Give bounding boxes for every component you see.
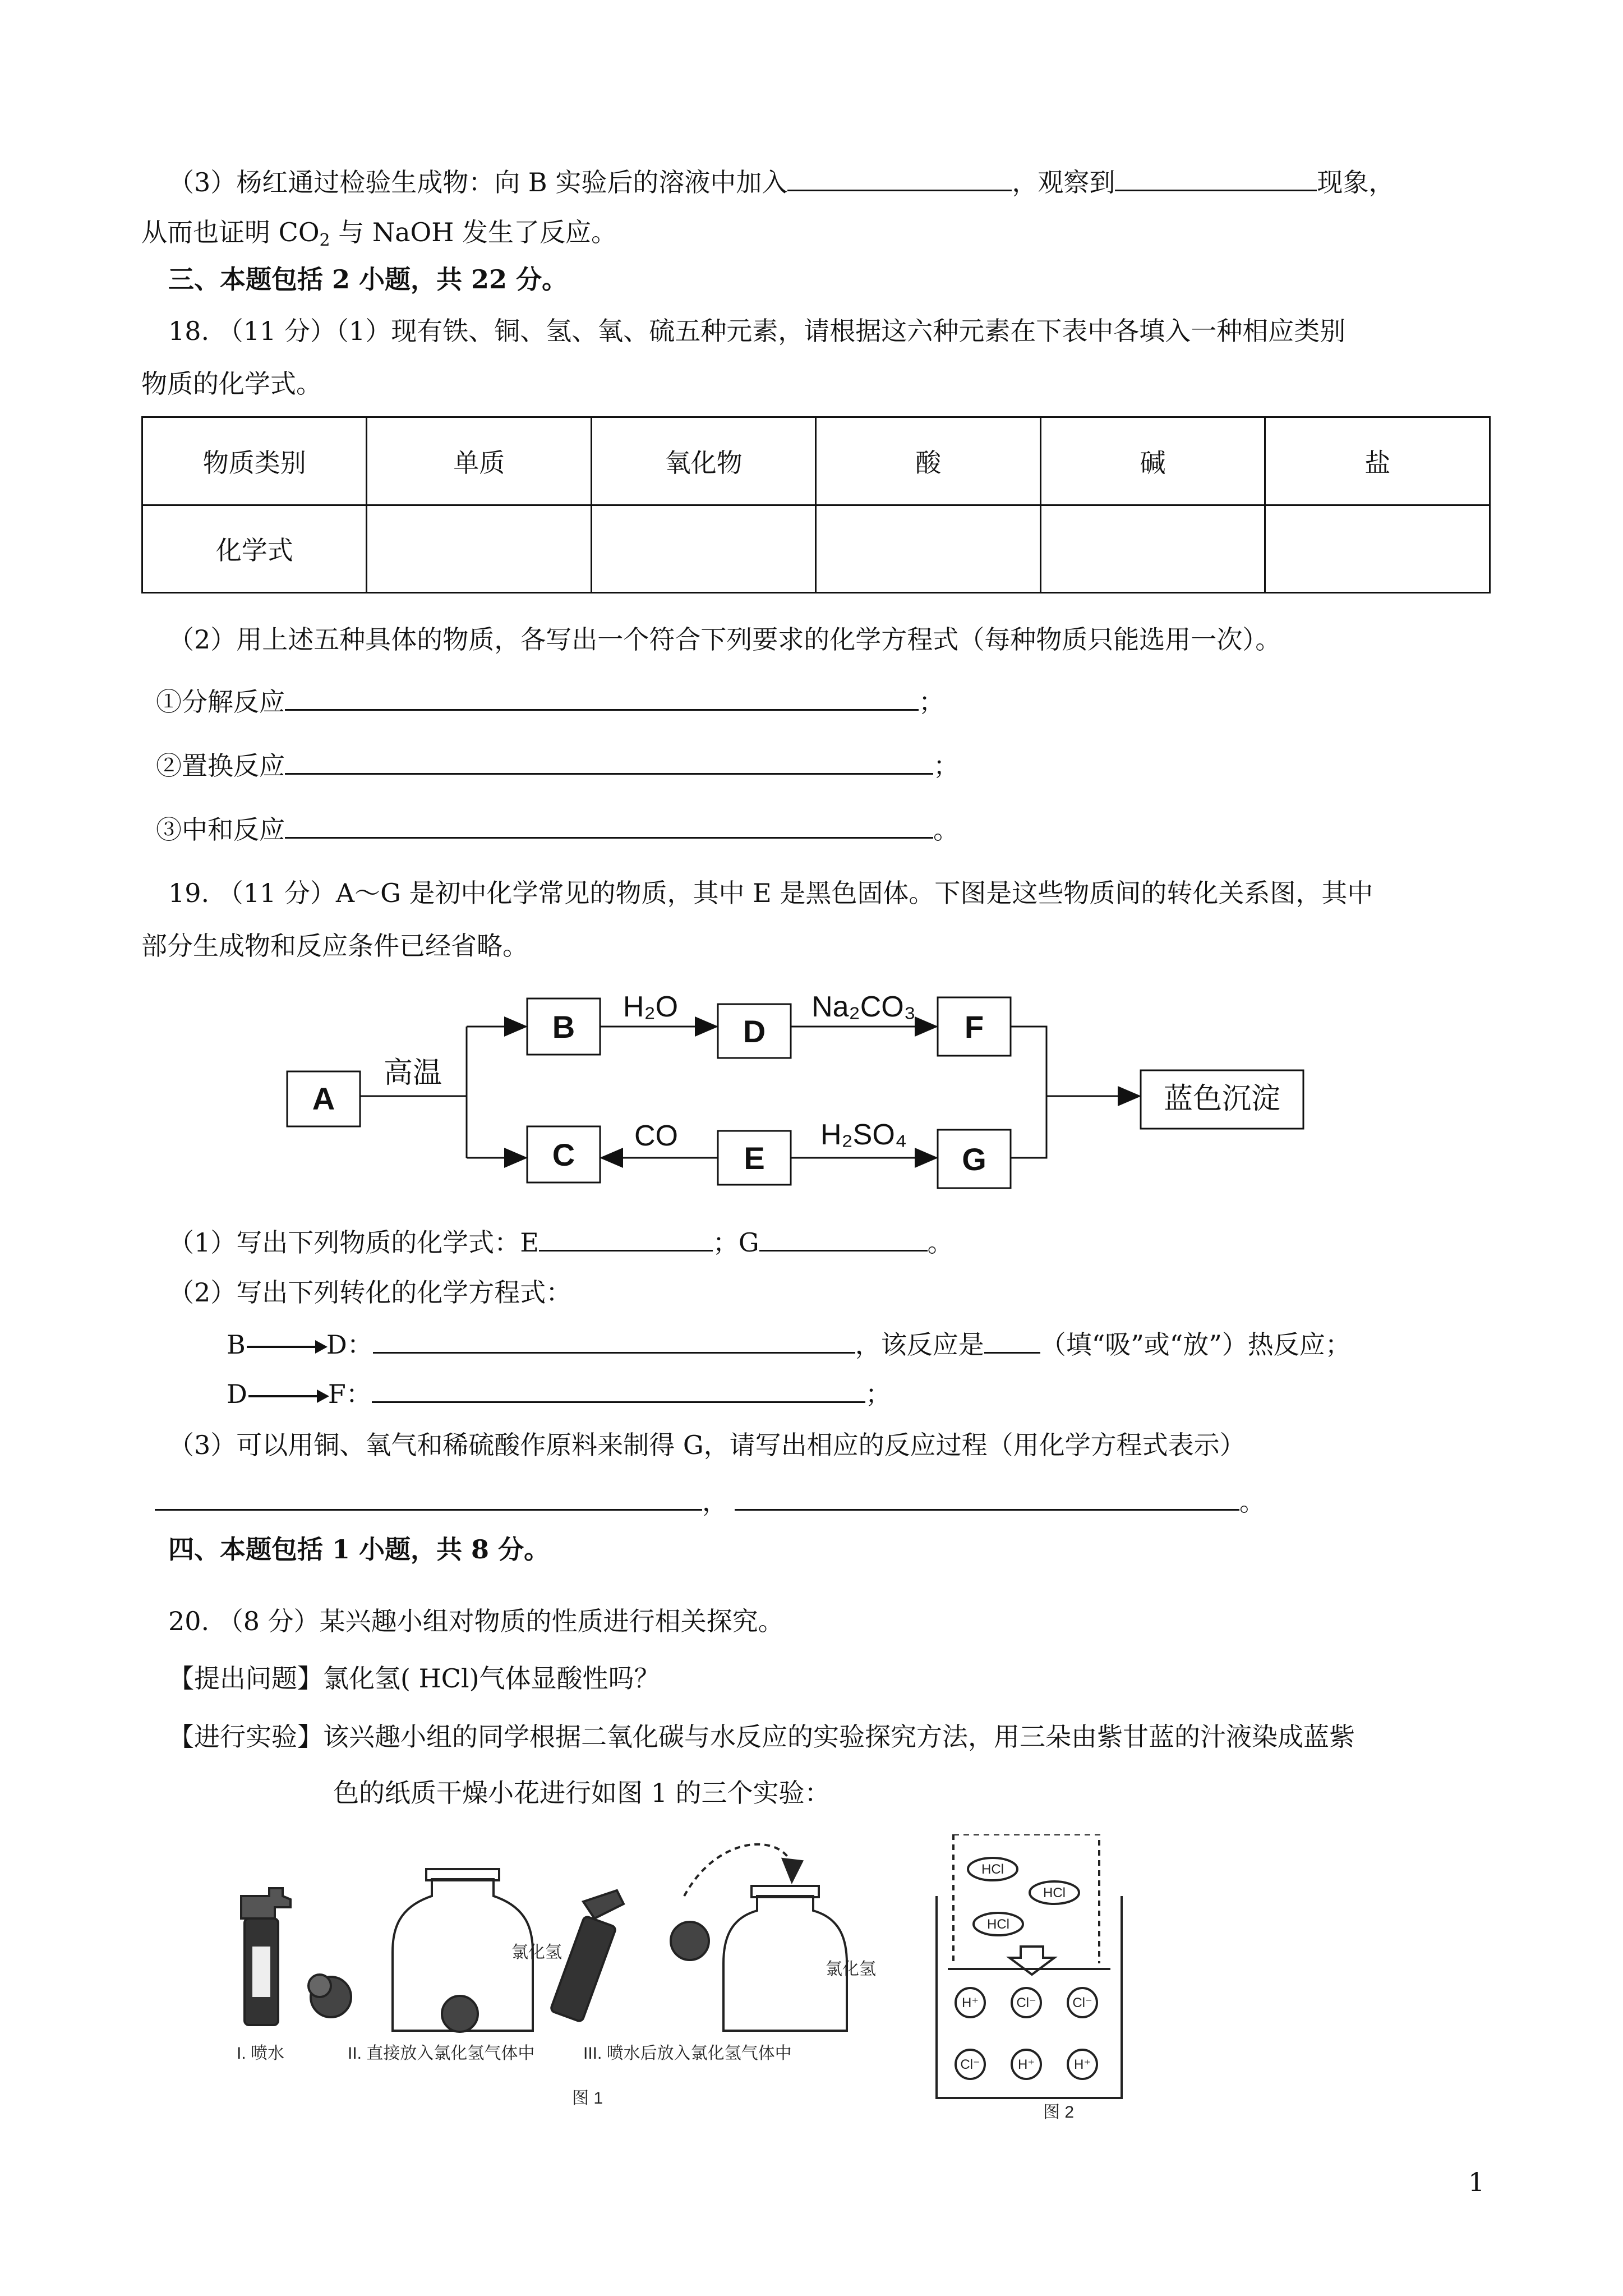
reaction-arrow-icon xyxy=(247,1346,325,1348)
q19-p1-text-a: （1）写出下列物质的化学式：E xyxy=(168,1227,539,1258)
q19-bd-end: （填“吸”或“放”）热反应； xyxy=(1040,1329,1351,1360)
figure-label-iii: III. 喷水后放入氯化氢气体中 xyxy=(583,2044,792,2063)
b-label: B xyxy=(227,1329,246,1360)
q19-bd-mid: ，该反应是 xyxy=(855,1329,984,1360)
q19-p1-text-b: ；G xyxy=(712,1227,759,1258)
gas-container-icon xyxy=(953,1834,1099,1963)
q20-experiment-line1: 【进行实验】该兴趣小组的同学根据二氧化碳与水反应的实验探究方法，用三朵由紫甘蓝的汁液染成蓝紫 xyxy=(168,1722,1355,1752)
answer-blank-phenomenon[interactable] xyxy=(1115,165,1317,191)
cl-ion-label: Cl⁻ xyxy=(1016,1995,1036,2010)
node-c: C xyxy=(552,1137,575,1172)
displacement-label: ②置换反应 xyxy=(156,751,285,781)
node-d: D xyxy=(743,1014,766,1049)
hcl-label: HCl xyxy=(1043,1885,1066,1901)
q19-part3-answers xyxy=(155,1484,1265,1519)
table-row-label: 化学式 xyxy=(142,505,367,593)
period: 。 xyxy=(1239,1487,1265,1517)
d-label: D： xyxy=(326,1329,373,1360)
section-3-heading: 三、本题包括 2 小题，共 22 分。 xyxy=(168,264,568,295)
flower-icon xyxy=(442,1996,478,2032)
h-ion-label: H⁺ xyxy=(1074,2057,1091,2072)
q19-part2: （2）写出下列转化的化学方程式： xyxy=(168,1277,572,1308)
figure-1-caption: 图 1 xyxy=(572,2089,603,2108)
spray-bottle-icon xyxy=(550,1916,616,2022)
comma: ， xyxy=(702,1487,728,1517)
q17-line2-sub: 2 xyxy=(319,231,330,250)
period: 。 xyxy=(933,815,959,845)
q20-line1: 20. （8 分）某兴趣小组对物质的性质进行相关探究。 xyxy=(168,1606,784,1636)
answer-cell[interactable] xyxy=(591,505,815,593)
h-ion-label: H⁺ xyxy=(962,1995,979,2010)
q19-line1: 19. （11 分）A～G 是初中化学常见的物质，其中 E 是黑色固体。下图是这些物质间的转化关系图，其中 xyxy=(168,878,1373,908)
substance-class-table xyxy=(141,416,1491,593)
table-header-row xyxy=(142,417,1490,505)
label-water: H₂O xyxy=(623,991,679,1023)
f-g-join-line xyxy=(1011,1027,1046,1158)
down-arrow-icon xyxy=(1009,1947,1054,1975)
semicolon: ； xyxy=(919,687,944,717)
figure-label-i: I. 喷水 xyxy=(237,2044,285,2063)
hcl-label: HCl xyxy=(981,1862,1004,1877)
answer-blank-decomposition[interactable] xyxy=(285,684,919,711)
label-co: CO xyxy=(634,1120,678,1152)
q17-text-a: （3）杨红通过检验生成物：向 B 实验后的溶液中加入 xyxy=(168,167,788,197)
table-header-cell: 盐 xyxy=(1265,417,1490,505)
answer-cell[interactable] xyxy=(1040,505,1265,593)
answer-blank-b-to-d[interactable] xyxy=(373,1327,855,1354)
q17-text-c: 现象， xyxy=(1317,167,1395,197)
answer-blank-neutralization[interactable] xyxy=(285,812,933,839)
decomposition-label: ①分解反应 xyxy=(156,687,285,717)
figure-svg xyxy=(224,1834,1155,2126)
arrow-head-icon xyxy=(783,1859,802,1881)
spray-bottle-head-icon xyxy=(241,1888,291,1918)
node-g: G xyxy=(962,1142,986,1177)
flower-icon xyxy=(671,1922,709,1960)
semicolon: ； xyxy=(933,751,959,781)
q19-df-end: ； xyxy=(865,1379,891,1409)
q17-line2-text-a: 从而也证明 CO xyxy=(141,217,320,247)
node-a: A xyxy=(312,1081,335,1116)
spray-bottle-label-icon xyxy=(252,1947,270,1997)
figure-label-ii: II. 直接放入氯化氢气体中 xyxy=(348,2044,535,2063)
table-header-cell: 酸 xyxy=(816,417,1040,505)
table-answer-row xyxy=(142,505,1490,593)
hcl-label: HCl xyxy=(987,1917,1009,1932)
q18-reaction-3 xyxy=(156,812,959,846)
figure-area xyxy=(224,1834,1155,2128)
answer-blank-displacement[interactable] xyxy=(285,748,933,775)
h-ion-label: H⁺ xyxy=(1018,2057,1035,2072)
answer-blank-reagent[interactable] xyxy=(787,165,1012,191)
answer-cell[interactable] xyxy=(816,505,1040,593)
q18-line2: 物质的化学式。 xyxy=(141,369,322,399)
answer-blank-d-to-f[interactable] xyxy=(372,1377,865,1403)
q18-line1: 18. （11 分）（1）现有铁、铜、氢、氧、硫五种元素，请根据这六种元素在下表中各填入一种相应类别 xyxy=(168,316,1346,346)
table-header-cell: 物质类别 xyxy=(142,417,367,505)
q19-d-to-f xyxy=(227,1377,891,1411)
curved-arrow-icon xyxy=(684,1844,791,1896)
q17-line1 xyxy=(168,165,1394,199)
table-header-cell: 氧化物 xyxy=(591,417,815,505)
f-label: F： xyxy=(328,1379,372,1409)
cl-ion-label: Cl⁻ xyxy=(1072,1995,1092,2010)
label-carbonate: Na₂CO₃ xyxy=(811,991,916,1023)
q18-reaction-2 xyxy=(156,748,959,783)
q18-reaction-1 xyxy=(156,684,944,719)
flower-petal-icon xyxy=(308,1975,331,1997)
answer-cell[interactable] xyxy=(1265,505,1490,593)
q19-p1-text-c: 。 xyxy=(927,1227,953,1258)
answer-blank-e[interactable] xyxy=(539,1225,713,1251)
node-b: B xyxy=(552,1009,575,1045)
node-e: E xyxy=(744,1140,765,1176)
q17-line2 xyxy=(141,215,617,257)
answer-blank-heat[interactable] xyxy=(984,1327,1040,1354)
conversion-diagram xyxy=(280,976,1324,1191)
answer-cell[interactable] xyxy=(367,505,591,593)
neutralization-label: ③中和反应 xyxy=(156,815,285,845)
spray-bottle-head-icon xyxy=(583,1890,624,1918)
table-header-cell: 碱 xyxy=(1040,417,1265,505)
q19-line2: 部分生成物和反应条件已经省略。 xyxy=(141,931,528,961)
answer-blank-process-1[interactable] xyxy=(155,1484,702,1511)
conversion-diagram-svg xyxy=(280,976,1324,1189)
label-acid: H₂SO₄ xyxy=(820,1119,907,1151)
q20-experiment-line2: 色的纸质干燥小花进行如图 1 的三个实验： xyxy=(333,1778,831,1808)
jar-label: 氯化氢 xyxy=(511,1943,562,1962)
q17-line2-text-b: 与 NaOH 发生了反应。 xyxy=(330,217,617,247)
node-result: 蓝色沉淀 xyxy=(1163,1083,1281,1115)
q18-part2: （2）用上述五种具体的物质，各写出一个符合下列要求的化学方程式（每种物质只能选用一次）。 xyxy=(168,624,1281,655)
table-header-cell: 单质 xyxy=(367,417,591,505)
figure-2-caption: 图 2 xyxy=(1043,2103,1075,2122)
page-number: 1 xyxy=(1468,2167,1485,2197)
q17-text-b: ，观察到 xyxy=(1012,167,1115,197)
q20-question: 【提出问题】氯化氢( HCl)气体显酸性吗？ xyxy=(168,1663,660,1694)
reaction-arrow-icon xyxy=(248,1395,327,1397)
q19-part3: （3）可以用铜、氧气和稀硫酸作原料来制得 G，请写出相应的反应过程（用化学方程式表示） xyxy=(168,1430,1246,1460)
q19-part1 xyxy=(168,1225,953,1259)
section-4-heading: 四、本题包括 1 小题，共 8 分。 xyxy=(168,1534,550,1565)
cl-ion-label: Cl⁻ xyxy=(960,2057,980,2072)
answer-blank-process-2[interactable] xyxy=(735,1484,1239,1511)
q19-b-to-d xyxy=(227,1327,1351,1361)
d-label: D xyxy=(227,1379,247,1409)
jar-label: 氯化氢 xyxy=(826,1960,876,1978)
node-f: F xyxy=(964,1009,984,1045)
answer-blank-g[interactable] xyxy=(759,1225,928,1251)
label-high-temp: 高温 xyxy=(383,1057,442,1089)
